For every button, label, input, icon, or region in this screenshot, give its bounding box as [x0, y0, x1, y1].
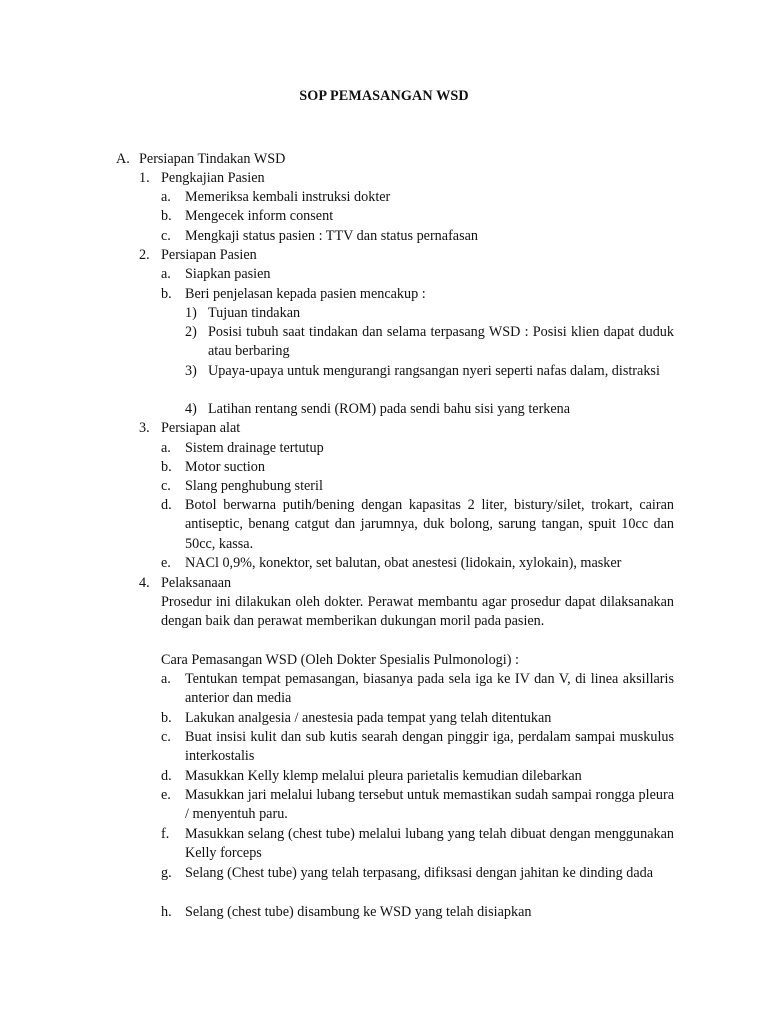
step-g-marker: g. — [161, 865, 172, 881]
item-3c-text: Slang penghubung steril — [185, 478, 323, 494]
item-1c-text: Mengkaji status pasien : TTV dan status pernafasan — [185, 228, 479, 244]
item-4-marker: 4. — [139, 575, 150, 591]
step-d-text: Masukkan Kelly klemp melalui pleura parietalis kemudian dilebarkan — [185, 768, 582, 784]
step-a-text: Tentukan tempat pemasangan, biasanya pada sela iga ke IV dan V, di linea aksillaris anterior dan media — [185, 671, 674, 707]
item-3d-text: Botol berwarna putih/bening dengan kapasitas 2 liter, bistury/silet, trokart, cairan antiseptic, benang catgut dan jarumnya, duk bolong, sarung tangan, spuit 10cc dan 50cc, kassa. — [185, 497, 674, 552]
item-3b-text: Motor suction — [185, 459, 265, 475]
item-2b-marker: b. — [161, 286, 172, 302]
item-1-marker: 1. — [139, 170, 150, 186]
subitem-4-marker: 4) — [185, 401, 197, 417]
item-3c-marker: c. — [161, 478, 171, 494]
item-3a-marker: a. — [161, 440, 171, 456]
item-1c-marker: c. — [161, 228, 171, 244]
item-1-heading: Pengkajian Pasien — [161, 170, 265, 186]
subitem-1-marker: 1) — [185, 305, 197, 321]
cara-pemasangan-heading: Cara Pemasangan WSD (Oleh Dokter Spesialis Pulmonologi) : — [161, 652, 519, 668]
page-title: SOP PEMASANGAN WSD — [299, 88, 469, 104]
item-4-heading: Pelaksanaan — [161, 575, 232, 591]
step-g-text: Selang (Chest tube) yang telah terpasang, difiksasi dengan jahitan ke dinding dada — [185, 865, 654, 881]
item-1b-text: Mengecek inform consent — [185, 208, 334, 224]
item-2-marker: 2. — [139, 247, 150, 263]
item-3-marker: 3. — [139, 420, 150, 436]
step-c-text: Buat insisi kulit dan sub kutis searah dengan pinggir iga, perdalam sampai muskulus interkostalis — [185, 729, 674, 765]
step-e-text: Masukkan jari melalui lubang tersebut untuk memastikan sudah sampai rongga pleura / menyentuh paru. — [185, 787, 674, 823]
item-1a-marker: a. — [161, 189, 171, 205]
subitem-3-marker: 3) — [185, 363, 197, 379]
section-a-marker: A. — [116, 151, 130, 167]
item-3e-text: NACl 0,9%, konektor, set balutan, obat anestesi (lidokain, xylokain), masker — [185, 555, 622, 571]
step-d-marker: d. — [161, 768, 172, 784]
step-b-text: Lakukan analgesia / anestesia pada tempat yang telah ditentukan — [185, 710, 552, 726]
subitem-2-marker: 2) — [185, 324, 197, 340]
item-3e-marker: e. — [161, 555, 171, 571]
item-3a-text: Sistem drainage tertutup — [185, 440, 324, 456]
item-3-heading: Persiapan alat — [161, 420, 241, 436]
step-e-marker: e. — [161, 787, 171, 803]
subitem-2-text: Posisi tubuh saat tindakan dan selama terpasang WSD : Posisi klien dapat duduk atau berbaring — [208, 324, 674, 360]
item-1a-text: Memeriksa kembali instruksi dokter — [185, 189, 391, 205]
step-h-marker: h. — [161, 904, 172, 920]
item-2-heading: Persiapan Pasien — [161, 247, 257, 263]
subitem-4-text: Latihan rentang sendi (ROM) pada sendi bahu sisi yang terkena — [208, 401, 571, 417]
step-c-marker: c. — [161, 729, 171, 745]
item-2b-text: Beri penjelasan kepada pasien mencakup : — [185, 286, 426, 302]
section-a-heading: Persiapan Tindakan WSD — [139, 151, 286, 167]
item-3b-marker: b. — [161, 459, 172, 475]
step-f-text: Masukkan selang (chest tube) melalui lubang yang telah dibuat dengan menggunakan Kelly forceps — [185, 826, 674, 862]
step-h-text: Selang (chest tube) disambung ke WSD yang telah disiapkan — [185, 904, 532, 920]
item-2a-text: Siapkan pasien — [185, 266, 271, 282]
item-2a-marker: a. — [161, 266, 171, 282]
step-b-marker: b. — [161, 710, 172, 726]
subitem-1-text: Tujuan tindakan — [208, 305, 301, 321]
pelaksanaan-paragraph: Prosedur ini dilakukan oleh dokter. Perawat membantu agar prosedur dapat dilaksanakan dengan baik dan perawat memberikan dukungan moril pada pasien. — [161, 594, 674, 630]
step-f-marker: f. — [161, 826, 170, 842]
step-a-marker: a. — [161, 671, 171, 687]
item-3d-marker: d. — [161, 497, 172, 513]
subitem-3-text: Upaya-upaya untuk mengurangi rangsangan nyeri seperti nafas dalam, distraksi — [208, 363, 660, 379]
item-1b-marker: b. — [161, 208, 172, 224]
